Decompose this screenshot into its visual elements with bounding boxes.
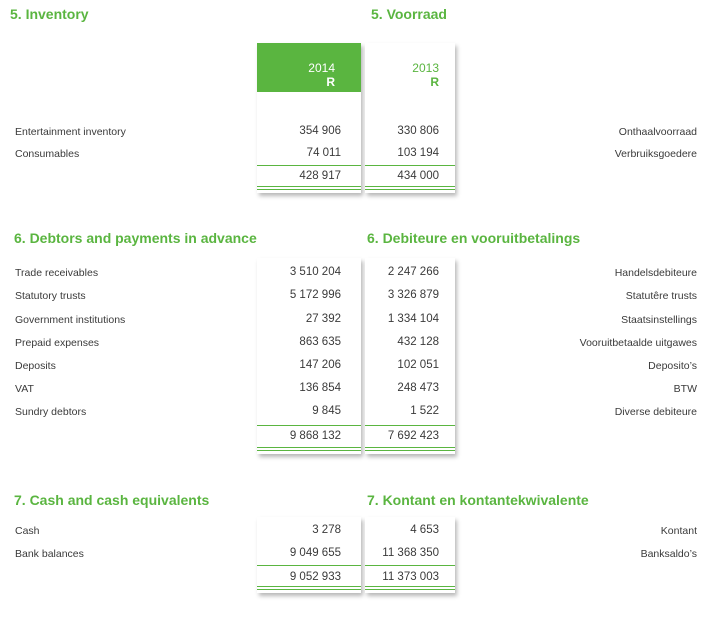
row-label-af: Statutêre trusts	[625, 290, 697, 302]
row-label-af: Onthaalvoorraad	[618, 126, 697, 138]
row-label-en: Government institutions	[15, 314, 126, 326]
row-label-en: Consumables	[15, 148, 80, 160]
value-2014: 136 854	[299, 382, 341, 394]
currency-2014-label: R	[326, 75, 335, 89]
inventory-heading-af: 5. Voorraad	[371, 6, 447, 22]
total-double-line-2013	[365, 186, 455, 190]
value-2013: 330 806	[397, 125, 439, 137]
row-label-af: Handelsdebiteure	[614, 267, 697, 279]
row-label-en: Prepaid expenses	[15, 337, 100, 349]
row-label-af: Kontant	[660, 525, 697, 537]
total-2013: 434 000	[397, 170, 439, 182]
value-2014: 3 510 204	[289, 266, 341, 278]
year-header-2013	[365, 43, 455, 92]
total-double-line-2013	[365, 586, 455, 590]
total-2014: 9 868 132	[289, 430, 341, 442]
year-header-2014	[257, 43, 361, 92]
total-2013: 11 373 003	[382, 571, 439, 583]
row-label-af: Banksaldo’s	[640, 548, 697, 560]
row-label-af: Deposito’s	[648, 360, 697, 372]
cash-heading-en: 7. Cash and cash equivalents	[14, 492, 210, 508]
row-label-af: BTW	[673, 383, 697, 395]
value-2013: 4 653	[410, 524, 439, 536]
year-2013-label: 2013	[412, 61, 439, 75]
subtotal-line-2014	[257, 165, 361, 166]
row-label-en: Deposits	[15, 360, 56, 372]
total-double-line-2013	[365, 447, 455, 451]
value-2013: 1 522	[410, 405, 439, 417]
value-2014: 147 206	[299, 359, 341, 371]
row-label-af: Staatsinstellings	[621, 314, 697, 326]
value-2014: 3 278	[312, 524, 341, 536]
row-label-af: Verbruiksgoedere	[614, 148, 697, 160]
value-2014: 9 049 655	[289, 547, 341, 559]
total-double-line-2014	[257, 447, 361, 451]
value-2013: 103 194	[397, 147, 439, 159]
total-2014: 9 052 933	[289, 571, 341, 583]
currency-2013-label: R	[430, 75, 439, 89]
row-label-en: VAT	[15, 383, 34, 395]
total-double-line-2014	[257, 586, 361, 590]
row-label-af: Vooruitbetaalde uitgawes	[579, 337, 697, 349]
subtotal-line-2014	[257, 565, 361, 566]
row-label-en: Trade receivables	[15, 267, 99, 279]
value-2014: 5 172 996	[289, 289, 341, 301]
subtotal-line-2013	[365, 165, 455, 166]
value-2013: 11 368 350	[382, 547, 439, 559]
value-2013: 1 334 104	[387, 313, 439, 325]
total-2013: 7 692 423	[387, 430, 439, 442]
value-2014: 9 845	[312, 405, 341, 417]
value-2013: 2 247 266	[387, 266, 439, 278]
cash-heading-af: 7. Kontant en kontantekwivalente	[367, 492, 589, 508]
debtors-heading-en: 6. Debtors and payments in advance	[14, 230, 257, 246]
row-label-en: Entertainment inventory	[15, 126, 126, 138]
inventory-heading-en: 5. Inventory	[10, 6, 89, 22]
row-label-en: Statutory trusts	[15, 290, 86, 302]
debtors-heading-af: 6. Debiteure en vooruitbetalings	[367, 230, 581, 246]
total-double-line-2014	[257, 186, 361, 190]
subtotal-line-2014	[257, 425, 361, 426]
row-label-en: Sundry debtors	[15, 406, 87, 418]
value-2014: 27 392	[305, 313, 341, 325]
year-2014-label: 2014	[308, 61, 335, 75]
value-2013: 248 473	[397, 382, 439, 394]
subtotal-line-2013	[365, 425, 455, 426]
value-2013: 102 051	[397, 359, 439, 371]
total-2014: 428 917	[299, 170, 341, 182]
value-2013: 3 326 879	[387, 289, 439, 301]
subtotal-line-2013	[365, 565, 455, 566]
value-2014: 74 011	[306, 147, 341, 159]
value-2014: 354 906	[299, 125, 341, 137]
row-label-en: Bank balances	[15, 548, 84, 560]
value-2014: 863 635	[299, 336, 341, 348]
value-2013: 432 128	[397, 336, 439, 348]
row-label-en: Cash	[15, 525, 40, 537]
row-label-af: Diverse debiteure	[614, 406, 697, 418]
